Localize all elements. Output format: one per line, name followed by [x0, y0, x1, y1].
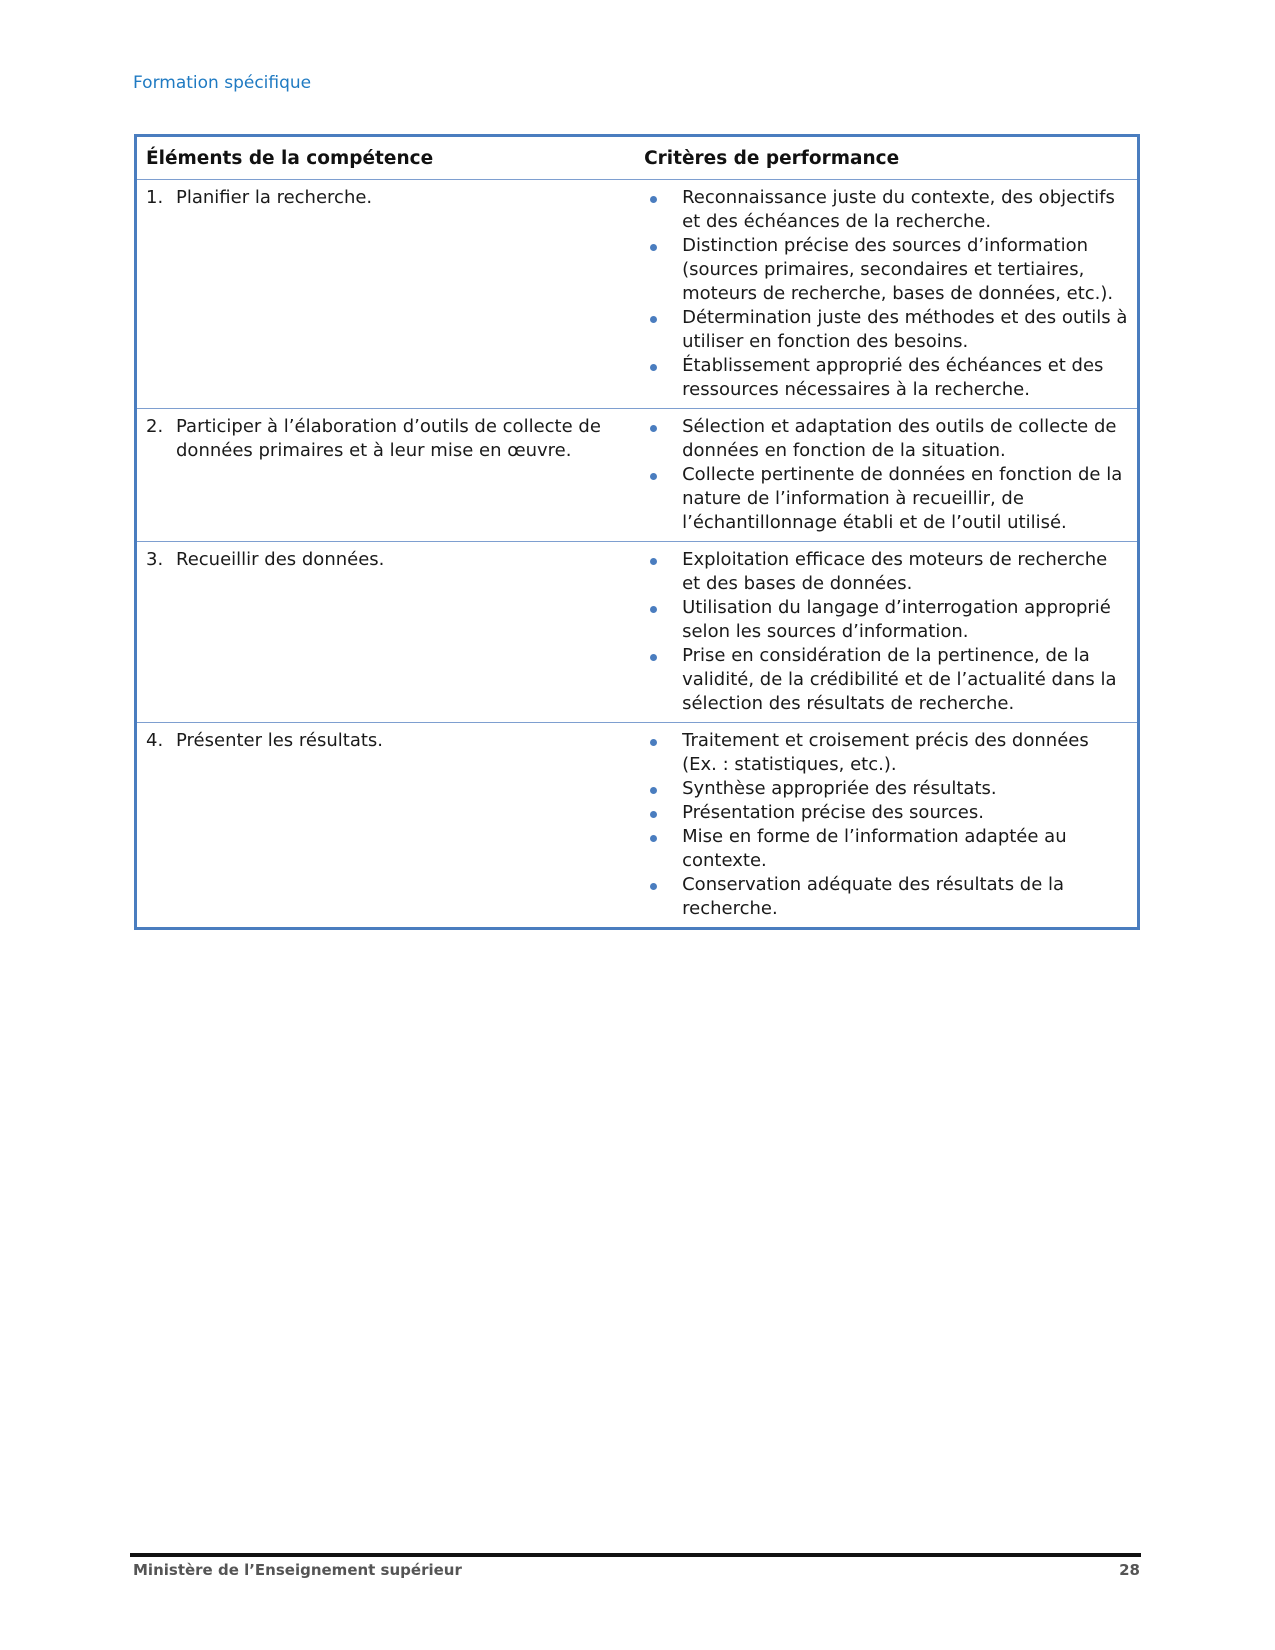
criteria-item: [644, 186, 1129, 234]
criteria-text: Présentation précise des sources.: [682, 802, 984, 823]
criteria-text: Sélection et adaptation des outils de collecte de données en fonction de la situation.: [682, 416, 1117, 461]
column-header-elements: Éléments de la compétence: [136, 136, 636, 180]
criteria-cell: [635, 723, 1138, 929]
column-header-criteria: Critères de performance: [635, 136, 1138, 180]
criteria-text: Reconnaissance juste du contexte, des objectifs et des échéances de la recherche.: [682, 187, 1115, 232]
criteria-text: Collecte pertinente de données en fonction de la nature de l’information à recueillir, de l’échantillonnage établi et de l’outil utilisé.: [682, 464, 1123, 533]
criteria-text: Mise en forme de l’information adaptée au contexte.: [682, 826, 1067, 871]
element-text: Présenter les résultats.: [176, 730, 384, 751]
bullet-icon: [644, 186, 682, 234]
element-cell: [136, 180, 636, 409]
element-cell: [136, 409, 636, 542]
criteria-item: [644, 548, 1129, 596]
criteria-item: [644, 234, 1129, 306]
element-number: 4.: [146, 730, 164, 751]
criteria-text: Utilisation du langage d’interrogation approprié selon les sources d’information.: [682, 597, 1111, 642]
table-row: [136, 723, 1139, 929]
criteria-text: Synthèse appropriée des résultats.: [682, 778, 997, 799]
criteria-item: [644, 777, 1129, 801]
element-text: Participer à l’élaboration d’outils de collecte de données primaires et à leur mise en œuvre.: [176, 416, 601, 461]
criteria-item: [644, 801, 1129, 825]
element-cell: [136, 542, 636, 723]
criteria-item: [644, 644, 1129, 716]
bullet-icon: [644, 596, 682, 644]
criteria-list: [644, 415, 1129, 535]
bullet-icon: [644, 306, 682, 354]
footer-publisher: Ministère de l’Enseignement supérieur: [133, 1561, 462, 1579]
criteria-text: Traitement et croisement précis des données (Ex. : statistiques, etc.).: [682, 730, 1089, 775]
criteria-item: [644, 354, 1129, 402]
criteria-text: Prise en considération de la pertinence, de la validité, de la crédibilité et de l’actualité dans la sélection des résultats de recherche.: [682, 645, 1117, 714]
criteria-text: Distinction précise des sources d’information (sources primaires, secondaires et tertiaires, moteurs de recherche, bases de données, etc.).: [682, 235, 1114, 304]
element-number: 2.: [146, 416, 164, 437]
element-text: Recueillir des données.: [176, 549, 385, 570]
criteria-cell: [635, 542, 1138, 723]
section-title: Formation spécifique: [133, 73, 312, 93]
criteria-list: [644, 729, 1129, 921]
bullet-icon: [644, 234, 682, 306]
criteria-item: [644, 463, 1129, 535]
bullet-icon: [644, 463, 682, 535]
criteria-item: [644, 825, 1129, 873]
criteria-item: [644, 306, 1129, 354]
criteria-item: [644, 873, 1129, 921]
table-row: [136, 180, 1139, 409]
bullet-icon: [644, 825, 682, 873]
table-header-row: [136, 136, 1139, 180]
criteria-text: Détermination juste des méthodes et des outils à utiliser en fonction des besoins.: [682, 307, 1128, 352]
footer-divider: [130, 1553, 1141, 1557]
criteria-list: [644, 186, 1129, 402]
table-row: [136, 542, 1139, 723]
bullet-icon: [644, 873, 682, 921]
bullet-icon: [644, 801, 682, 825]
element-number: 1.: [146, 187, 164, 208]
bullet-icon: [644, 415, 682, 463]
bullet-icon: [644, 777, 682, 801]
criteria-item: [644, 596, 1129, 644]
criteria-text: Établissement approprié des échéances et des ressources nécessaires à la recherche.: [682, 355, 1104, 400]
criteria-cell: [635, 180, 1138, 409]
element-cell: [136, 723, 636, 929]
bullet-icon: [644, 729, 682, 777]
criteria-text: Conservation adéquate des résultats de la recherche.: [682, 874, 1065, 919]
bullet-icon: [644, 354, 682, 402]
criteria-item: [644, 729, 1129, 777]
element-text: Planifier la recherche.: [176, 187, 373, 208]
criteria-text: Exploitation efficace des moteurs de recherche et des bases de données.: [682, 549, 1108, 594]
element-number: 3.: [146, 549, 164, 570]
criteria-list: [644, 548, 1129, 716]
bullet-icon: [644, 644, 682, 716]
criteria-item: [644, 415, 1129, 463]
bullet-icon: [644, 548, 682, 596]
page-number: 28: [1119, 1561, 1140, 1579]
table-row: [136, 409, 1139, 542]
criteria-cell: [635, 409, 1138, 542]
competence-table: [134, 134, 1140, 930]
